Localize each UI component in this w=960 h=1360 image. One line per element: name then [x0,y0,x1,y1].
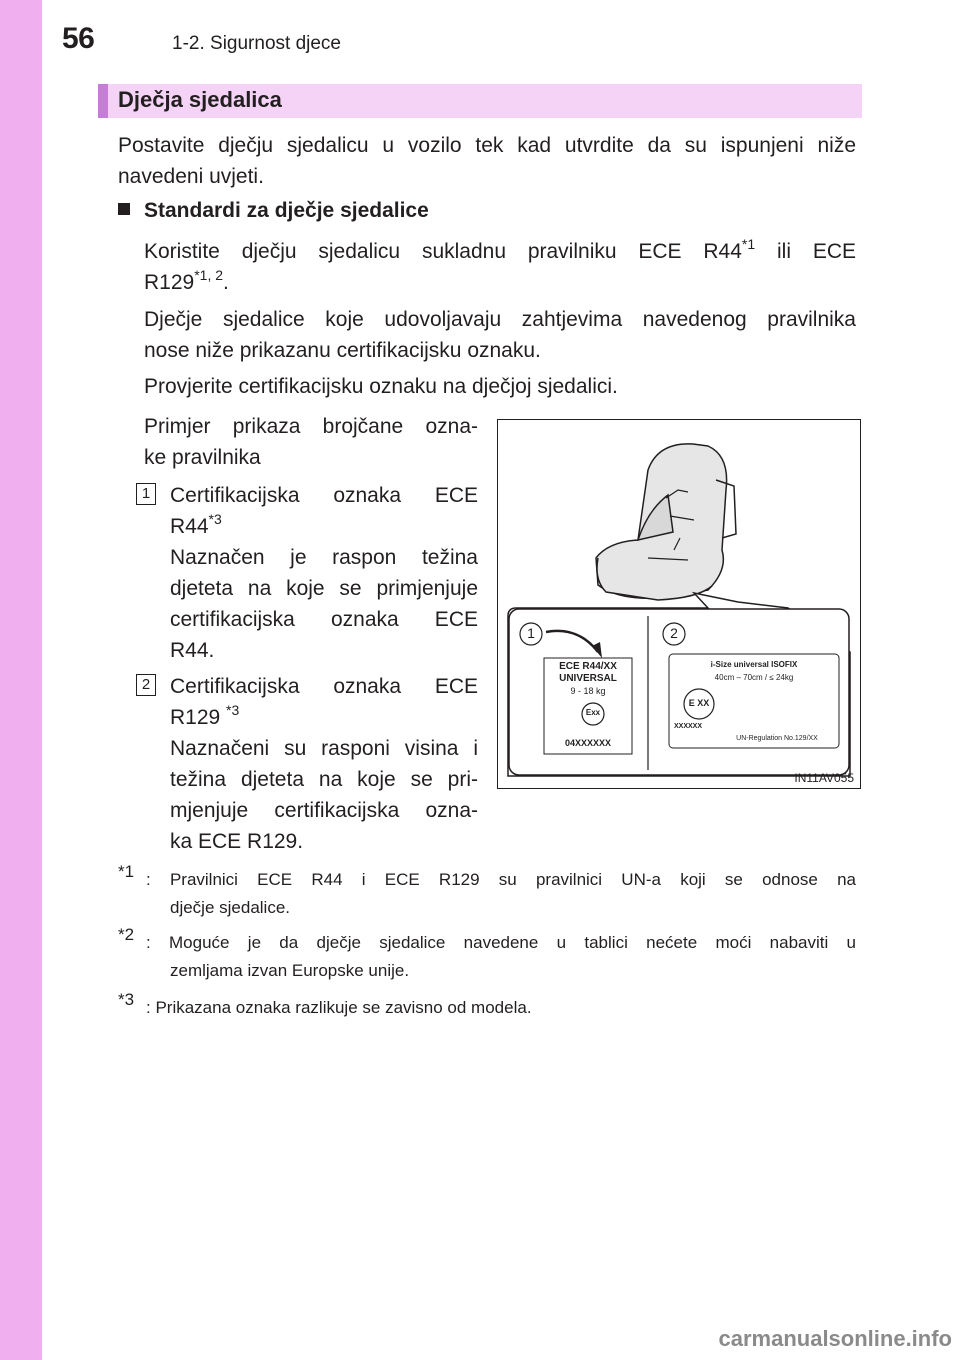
item-2-title-line-2: R129 $^{*3}$ [170,702,240,729]
label2-number: XXXXXX [674,723,703,730]
child-seat-icon [596,444,736,600]
footnote-mark: *3 [118,990,135,1009]
standards-p1-line-2: R129$^{*1, 2}$. [144,267,229,294]
footnote-ref: *1 [741,236,756,252]
section-title: Dječja sjedalica [118,87,282,112]
footnote-ref: *1, 2 [194,267,224,283]
label1-emblem: Exx [585,708,601,717]
footnote-mark: *1 [118,862,135,881]
figure-callout-1: 1 [527,625,535,641]
label2-regulation: UN-Regulation No.129/XX [736,735,818,742]
footnote-ref: *3 [226,702,240,718]
item-1-desc-line: certifikacijska oznaka ECE [170,608,478,631]
footnote-2-line-1: : Moguće je da dječje sjedalice navedene u tablici nećete moći nabaviti u [146,933,856,952]
label2-emblem: E XX [688,698,710,708]
standards-p3: Provjerite certifikacijsku oznaku na dječjoj sjedalici. [144,375,618,398]
footnote-ref: *3 [208,511,222,527]
standards-p1-line-1: Koristite dječju sjedalicu sukladnu pravilniku ECE R44$^{*1}$ ili ECE [144,236,856,263]
standards-heading: Standardi za dječje sjedalice [144,199,429,222]
footnote-3-line-1: : Prikazana oznaka razlikuje se zavisno od modela. [146,998,532,1017]
footnote-1-line-1: : Pravilnici ECE R44 i ECE R129 su pravilnici UN-a koji se odnose na [146,870,856,889]
label1-line-1: ECE R44/XX [559,661,617,672]
page-number: 56 [62,22,95,55]
item-badge-2: 2 [136,674,156,696]
left-color-band [0,0,42,1360]
label2-line-1: i-Size universal ISOFIX [710,660,798,669]
item-1-title-line-1: Certifikacijska oznaka ECE [170,484,478,507]
intro-line-1: Postavite dječju sjedalicu u vozilo tek kad utvrdite da su ispunjeni niže [118,134,856,157]
standards-p2-line-2: nose niže prikazanu certifikacijsku oznaku. [144,339,541,362]
figure-box [497,419,861,789]
section-path: 1-2. Sigurnost djece [172,33,341,54]
example-line-2: ke pravilnika [144,446,261,469]
label1-number: 04XXXXXX [564,738,612,748]
footnote-1-line-2: dječje sjedalice. [170,898,291,917]
watermark: carmanualsonline.info [718,1326,952,1351]
figure-callout-2: 2 [670,625,678,641]
figure-code: IN11AV055 [794,771,854,785]
item-2-desc-line: Naznačeni su rasponi visina i [170,737,478,760]
intro-line-2: navedeni uvjeti. [118,165,264,188]
item-1-desc-line: R44. [170,639,215,662]
item-1-desc-line: Naznačen je raspon težina [170,546,478,569]
item-2-desc-line: mjenjuje certifikacijska ozna- [170,799,478,822]
item-1-title-line-2: R44$^{*3}$ [170,511,222,538]
label2-line-2: 40cm – 70cm / ≤ 24kg [714,673,794,682]
label1-line-3: 9 - 18 kg [570,686,606,696]
item-1-desc-line: djeteta na koje se primjenjuje [170,577,478,600]
item-2-desc-line: težina djeteta na koje se pri- [170,768,478,791]
example-line-1: Primjer prikaza brojčane ozna- [144,415,478,438]
item-2-desc-line: ka ECE R129. [170,830,304,853]
footnote-mark: *2 [118,925,135,944]
item-2-title-line-1: Certifikacijska oznaka ECE [170,675,478,698]
bullet-square-icon [118,203,130,215]
item-badge-1: 1 [136,483,156,505]
standards-p2-line-1: Dječje sjedalice koje udovoljavaju zahtjevima navedenog pravilnika [144,308,856,331]
footnote-2-line-2: zemljama izvan Europske unije. [170,961,410,980]
label1-line-2: UNIVERSAL [559,673,617,684]
section-title-bar [98,84,862,118]
